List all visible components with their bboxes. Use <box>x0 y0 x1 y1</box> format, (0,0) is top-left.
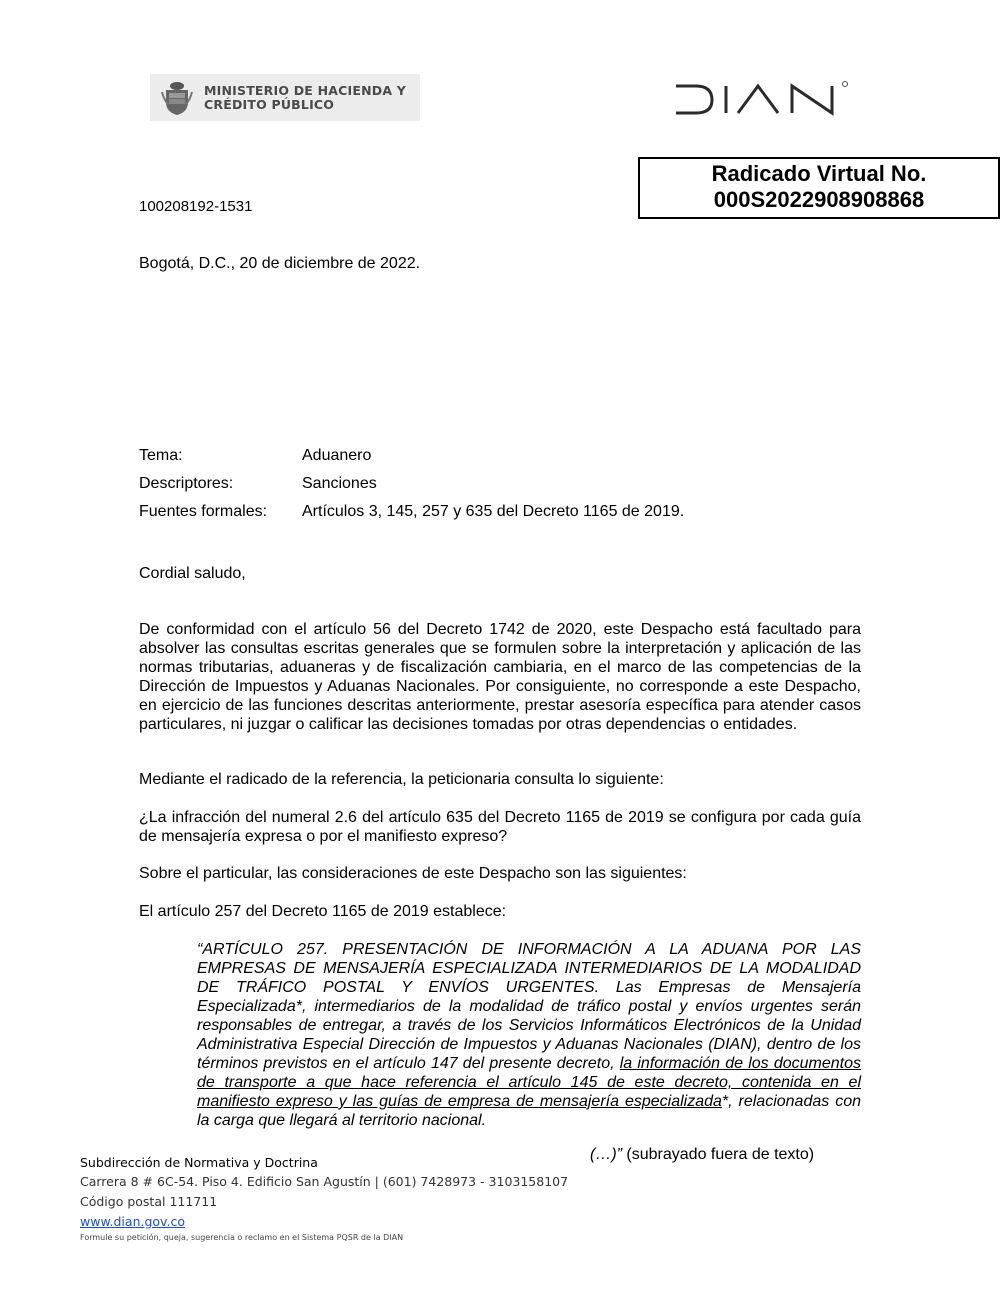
meta-value-fuentes: Artículos 3, 145, 257 y 635 del Decreto 1165 de 2019. <box>302 503 685 520</box>
ministry-line-1: MINISTERIO DE HACIENDA Y <box>204 82 407 98</box>
footer <box>80 1154 568 1244</box>
quote-note: (subrayado fuera de texto) <box>621 1146 815 1163</box>
paragraph-consultation: Mediante el radicado de la referencia, la peticionaria consulta lo siguiente: <box>139 771 664 788</box>
quote-ellipsis: (…)” <box>590 1146 622 1163</box>
paragraph-question: ¿La infracción del numeral 2.6 del artículo 635 del Decreto 1165 de 2019 se configura por cada guía de mensajería expresa o por el manifiesto expreso? <box>139 809 861 845</box>
quote-closing <box>590 1146 814 1164</box>
quote-text-end: *, relacionadas con la carga que llegará al territorio nacional. <box>197 1093 861 1129</box>
meta-value-tema: Aduanero <box>302 447 372 464</box>
quote-underlined-text: la información de los documentos de transporte a que hace referencia el artículo 145 de este decreto, contenida en el manifiesto expreso y las guías de empresa de mensajería especializada <box>197 1055 861 1110</box>
reference-number: 100208192-1531 <box>139 198 253 215</box>
document-date: Bogotá, D.C., 20 de diciembre de 2022. <box>139 255 421 272</box>
quote-text-start: “ARTÍCULO 257. PRESENTACIÓN DE INFORMACIÓN A LA ADUANA POR LAS EMPRESAS DE MENSAJERÍA ESPECIALIZADA INTERMEDIARIOS DE LA MODALIDAD DE TRÁFICO POSTAL Y ENVÍOS URGENTES. Las Empresas de Mensajería Especializada*, intermediarios de la modalidad de tráfico postal y envíos urgentes serán responsables de entregar, a través de los Servicios Informáticos Electrónicos de la Unidad Administrativa Especial Dirección de Impuestos y Aduanas Nacionales (DIAN), dentro de los términos previstos en el artículo 147 del presente decreto, <box>197 941 861 1072</box>
footer-pqsr-note: Formule su petición, queja, sugerencia o reclamo en el Sistema PQSR de la DIAN <box>80 1233 404 1242</box>
article-quote <box>197 940 861 1130</box>
footer-website-link[interactable]: www.dian.gov.co <box>80 1214 185 1229</box>
meta-value-descriptores: Sanciones <box>302 475 377 492</box>
meta-label-tema: Tema: <box>139 447 183 464</box>
ministry-line-2: CRÉDITO PÚBLICO <box>204 96 335 112</box>
radicado-box <box>638 157 1000 219</box>
paragraph-competence: De conformidad con el artículo 56 del Decreto 1742 de 2020, este Despacho está facultado para absolver las consultas escritas generales que se formulen sobre la interpretación y aplicación de las normas tributarias, aduaneras y de fiscalización cambiaria, en el marco de las competencias de la Dirección de Impuestos y Aduanas Nacionales. Por consiguiente, no corresponde a este Despacho, en ejercicio de las funciones descritas anteriormente, prestar asesoría específica para atender casos particulares, ni juzgar o calificar las decisiones tomadas por otras dependencias o entidades. <box>139 621 861 733</box>
meta-label-descriptores: Descriptores: <box>139 475 234 492</box>
ministry-logo <box>150 74 420 121</box>
meta-label-fuentes: Fuentes formales: <box>139 503 268 520</box>
greeting: Cordial saludo, <box>139 565 246 582</box>
footer-office: Subdirección de Normativa y Doctrina <box>80 1155 318 1170</box>
ministry-name <box>204 84 406 112</box>
footer-postal-code: Código postal 111711 <box>80 1194 218 1209</box>
coat-of-arms-icon <box>160 80 194 116</box>
radicado-label: Radicado Virtual No. <box>711 161 927 186</box>
footer-address: Carrera 8 # 6C-54. Piso 4. Edificio San Agustín | (601) 7428973 - 3103158107 <box>80 1174 569 1189</box>
paragraph-article-intro: El artículo 257 del Decreto 1165 de 2019 establece: <box>139 903 507 920</box>
paragraph-considerations: Sobre el particular, las consideraciones de este Despacho son las siguientes: <box>139 865 687 882</box>
dian-logo <box>674 80 850 116</box>
radicado-number: 000S2022908908868 <box>713 187 925 212</box>
